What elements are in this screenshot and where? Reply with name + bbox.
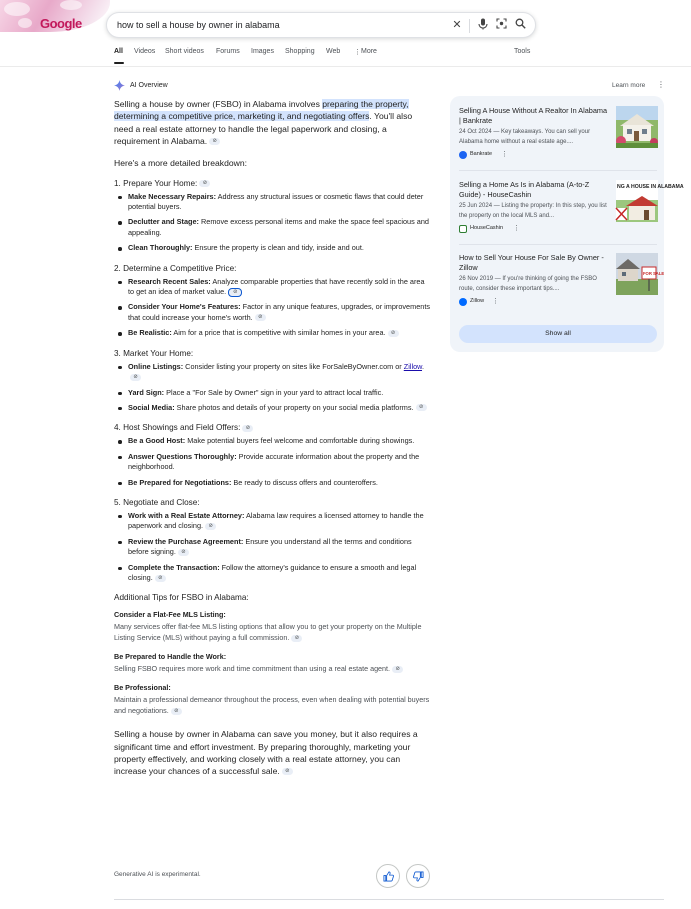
svg-text:NG A HOUSE IN ALABAMA: NG A HOUSE IN ALABAMA (617, 184, 684, 190)
thumbs-down-icon (413, 871, 424, 882)
link-icon[interactable]: ⊘ (388, 330, 399, 337)
lens-icon[interactable] (494, 18, 508, 32)
tip-body: Many services offer flat-fee MLS listing options that allow you to get your property on the Multiple Listing Service (MLS) without paying a full commission. ⊘ (114, 622, 422, 643)
show-all-button[interactable]: Show all (459, 325, 657, 343)
more-options-icon[interactable]: ⋮ (492, 298, 499, 305)
housecashin-favicon-icon (459, 225, 467, 233)
zillow-link[interactable]: Zillow (403, 361, 423, 371)
source-title: How to Sell Your House For Sale By Owner - Zillow (459, 253, 604, 272)
list-item: Work with a Real Estate Attorney: Alabama law requires a licensed attorney to handle the paperwork and closing. ⊘ (128, 511, 432, 532)
link-icon[interactable]: ⊘ (416, 404, 427, 411)
tab-forums[interactable]: Forums (216, 48, 240, 55)
list-item: Answer Questions Thoroughly: Provide accurate information about the property and the neighborhood. (128, 452, 432, 473)
intro-paragraph: Selling a house by owner (FSBO) in Alabama involves preparing the property, determining a competitive price, marketing it, and negotiating offers. You'll also need a real estate attorney to handle the legal paperwork and closing, a requirement in Alabama. ⊘ (114, 99, 413, 147)
list-item: Social Media: Share photos and details of your property on your social media platforms. ⊘ (128, 403, 432, 413)
link-icon[interactable]: ⊘ (209, 138, 220, 145)
more-options-icon[interactable]: ⋮ (657, 80, 665, 89)
more-dots-icon[interactable]: ⋮ (354, 49, 361, 56)
search-icon[interactable] (513, 18, 527, 32)
svg-text:FOR SALE: FOR SALE (643, 271, 665, 276)
ai-overview-title: AI Overview (130, 82, 168, 89)
divider (469, 19, 470, 33)
source-site: Bankrate (470, 151, 493, 157)
tip-body: Selling FSBO requires more work and time commitment than using a real estate agent. ⊘ (114, 663, 432, 674)
active-tab-indicator (114, 62, 124, 64)
tools-button[interactable]: Tools (514, 48, 531, 55)
source-divider (459, 244, 657, 245)
tab-all[interactable]: All (114, 48, 123, 55)
link-icon[interactable]: ⊘ (255, 314, 266, 321)
source-site: Zillow (470, 298, 485, 304)
link-icon[interactable]: ⊘ (282, 768, 293, 775)
list-item: Be Realistic: Aim for a price that is competitive with similar homes in your area. ⊘ (128, 328, 432, 338)
thumbs-up-icon (383, 871, 394, 882)
source-thumbnail (616, 106, 658, 148)
ai-disclaimer: Generative AI is experimental. (114, 871, 201, 878)
search-box[interactable] (106, 12, 536, 38)
source-snippet: 26 Nov 2019 — If you're thinking of going the FSBO route, consider these important tips.... (459, 276, 597, 292)
source-snippet: 24 Oct 2024 — Key takeaways. You can sell your Alabama home without a real estate age.... (459, 129, 591, 145)
thumbs-down-button[interactable] (406, 864, 430, 888)
list-item: Make Necessary Repairs: Address any structural issues or cosmetic flaws that could deter potential buyers. (128, 192, 432, 213)
list-item: Research Recent Sales: Analyze comparable properties that have recently sold in the area to get an idea of market value. ⊘ (128, 277, 432, 298)
section-list (114, 362, 432, 414)
tab-images[interactable]: Images (251, 48, 274, 55)
tip-title: Be Professional: (114, 683, 171, 693)
link-icon[interactable]: ⊘ (155, 575, 166, 582)
tab-more[interactable]: More (361, 48, 377, 55)
section-divider (114, 899, 664, 900)
logo-text: Google (40, 16, 82, 31)
more-options-icon[interactable]: ⋮ (501, 151, 508, 158)
tab-videos[interactable]: Videos (134, 48, 156, 55)
source-card[interactable] (459, 253, 665, 315)
list-item: Review the Purchase Agreement: Ensure you understand all the terms and conditions before signing. ⊘ (128, 537, 432, 558)
source-meta (459, 150, 609, 160)
breakdown-intro: Here's a more detailed breakdown: (114, 157, 248, 168)
list-item: Clean Thoroughly: Ensure the property is clean and tidy, inside and out. (128, 243, 432, 253)
section-heading: 1. Prepare Your Home: ⊘ (114, 179, 432, 188)
sources-panel (450, 96, 684, 352)
link-icon[interactable]: ⊘ (228, 288, 242, 297)
source-meta (459, 224, 609, 234)
conclusion-paragraph: Selling a house by owner in Alabama can save you money, but it also requires a significant time and effort investment. By preparing thoroughly, marketing your property effectively, and working closely with a real estate attorney, you can increase your chances of a successful sale. ⊘ (114, 729, 418, 776)
section-heading: 4. Host Showings and Field Offers: ⊘ (114, 423, 432, 432)
section-heading: 3. Market Your Home: (114, 348, 194, 358)
section-list (114, 192, 432, 254)
ai-sparkle-icon (114, 80, 125, 91)
link-icon[interactable]: ⊘ (130, 374, 141, 381)
tips-heading: Additional Tips for FSBO in Alabama: (114, 593, 249, 603)
search-input[interactable] (117, 20, 417, 30)
link-icon[interactable]: ⊘ (392, 666, 403, 673)
link-icon[interactable]: ⊘ (242, 425, 253, 432)
link-icon[interactable]: ⊘ (205, 523, 216, 530)
section-list (114, 511, 432, 583)
ai-overview-content (114, 98, 432, 777)
bankrate-favicon-icon (459, 151, 467, 159)
tip-body: Maintain a professional demeanor throughout the process, even when dealing with potential buyers and negotiations. ⊘ (114, 695, 430, 716)
link-icon[interactable]: ⊘ (199, 180, 210, 187)
section-heading: 5. Negotiate and Close: (114, 497, 200, 507)
source-card[interactable] (459, 106, 659, 168)
list-item: Online Listings: Consider listing your property on sites like ForSaleByOwner.com or Zillow.⊘ (128, 362, 432, 383)
section-heading: 2. Determine a Competitive Price: (114, 263, 237, 273)
tab-shopping[interactable]: Shopping (285, 48, 315, 55)
mic-icon[interactable] (476, 18, 490, 32)
link-icon[interactable]: ⊘ (178, 549, 189, 556)
section-list (114, 277, 432, 339)
tip-title: Be Prepared to Handle the Work: (114, 652, 227, 662)
link-icon[interactable]: ⊘ (171, 708, 182, 715)
source-site: HouseCashin (470, 225, 504, 231)
source-title: Selling A House Without A Realtor In Alabama | Bankrate (459, 106, 608, 125)
section-list (114, 436, 432, 488)
source-card[interactable] (459, 180, 684, 242)
tab-web[interactable]: Web (326, 48, 341, 55)
source-snippet: 25 Jun 2024 — Listing the property: In this step, you list the property on the local MLS and... (459, 203, 607, 219)
source-thumbnail (616, 253, 665, 295)
list-item: Complete the Transaction: Follow the attorney's guidance to ensure a smooth and legal closing. ⊘ (128, 563, 432, 584)
source-thumbnail (616, 180, 684, 222)
list-item: Declutter and Stage: Remove excess personal items and make the space feel spacious and appealing. (128, 217, 432, 238)
header-divider (0, 66, 691, 67)
tip-title: Consider a Flat-Fee MLS Listing: (114, 610, 226, 620)
thumbs-up-button[interactable] (376, 864, 400, 888)
source-title: Selling a Home As Is in Alabama (A-to-Z Guide) - HouseCashin (459, 180, 590, 199)
clear-icon[interactable]: ✕ (452, 19, 462, 31)
learn-more-link[interactable]: Learn more (612, 82, 646, 89)
list-item: Be a Good Host: Make potential buyers feel welcome and comfortable during showings. (128, 436, 432, 446)
source-divider (459, 170, 657, 171)
link-icon[interactable]: ⊘ (291, 635, 302, 642)
search-tabs (114, 48, 634, 64)
highlighted-text: preparing the property, determining a competitive price, marketing it, and negotiating offers (114, 99, 409, 122)
ai-overview-header (114, 80, 674, 92)
tab-short-videos[interactable]: Short videos (165, 48, 204, 55)
list-item: Consider Your Home's Features: Factor in any unique features, upgrades, or improvements that could increase your home's worth. ⊘ (128, 302, 430, 322)
google-doodle-logo[interactable] (0, 0, 110, 32)
list-item: Be Prepared for Negotiations: Be ready to discuss offers and counteroffers. (128, 478, 432, 488)
source-meta (459, 297, 609, 307)
list-item: Yard Sign: Place a "For Sale by Owner" sign in your yard to attract local traffic. (128, 388, 432, 398)
zillow-favicon-icon (459, 298, 467, 306)
more-options-icon[interactable]: ⋮ (513, 225, 520, 232)
